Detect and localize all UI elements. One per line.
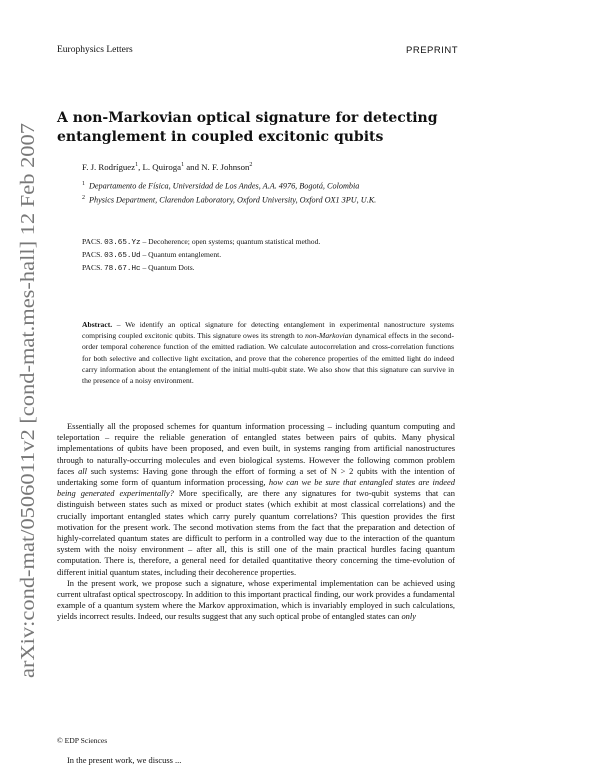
- body-text-run: such systems: Having gone through the effort of forming a set of N > 2 qubits with the intention of undertaking some form of quantum information processing,: [57, 465, 455, 488]
- journal-name: Europhysics Letters: [57, 45, 133, 55]
- abstract-dash: –: [112, 320, 126, 329]
- pacs-prefix: PACS.: [82, 237, 103, 246]
- abstract: [82, 319, 454, 386]
- pacs-entry: [82, 249, 320, 262]
- affiliation-text: Physics Department, Clarendon Laboratory, Oxford University, Oxford OX1 3PU, U.K.: [89, 195, 377, 205]
- pacs-entry: [82, 236, 320, 249]
- affiliation-number: 2: [82, 195, 85, 201]
- pacs-prefix: PACS.: [82, 263, 103, 272]
- author-list: F. J. Rodríguez$^1$, L. Quiroga$^1$ and N. F. Johnson$^2$: [82, 162, 253, 172]
- affiliation-1: [82, 179, 359, 192]
- paper-title: A non-Markovian optical signature for detecting entanglement in coupled excitonic qubits: [57, 110, 438, 145]
- body-text-run: Essentially all the proposed schemes for quantum information processing – including quantum computing and teleportation – require the reliable generation of entangled states between pairs of qubits. Many physical implementations of qubits have been proposed, and even built, in systems ranging from artificial nanostructures through to naturally-occurring molecules and even biological systems. However the following common problem faces: [57, 421, 455, 476]
- next-paragraph-start: In the present work, we discuss ...: [67, 755, 182, 765]
- preprint-label: PREPRINT: [406, 45, 459, 56]
- author-name: L. Quiroga: [142, 162, 182, 172]
- body-text: [57, 421, 455, 623]
- body-emphasis: only: [401, 611, 416, 622]
- abstract-text: dynamical effects in the second-order temporal coherence function of the emitted radiation. We calculate autocorrelation and cross-correlation functions for both selective and collective light excitation, and prove that the coherence properties of the emitted light do indeed carry information about the entanglement of the initial multi-qubit state. We also show that this signature can survive in the presence of a noisy environment.: [82, 331, 454, 386]
- arxiv-id-text: arXiv:cond-mat/0506011v2 [cond-mat.mes-hall] 12 Feb 2007: [17, 183, 39, 678]
- author-conjunction: and: [186, 162, 199, 172]
- abstract-label: Abstract.: [82, 320, 113, 329]
- author-affil-mark: 2: [249, 162, 253, 169]
- pacs-code: 78.67.Hc: [104, 265, 141, 273]
- pacs-entry: [82, 262, 320, 275]
- affiliation-number: 1: [82, 181, 85, 187]
- pacs-code: 03.65.Yz: [104, 239, 141, 247]
- abstract-emphasis: non-Markovian: [305, 331, 353, 341]
- pacs-description: – Quantum entanglement.: [142, 250, 222, 259]
- body-text-run: In the present work, we propose such a signature, whose experimental implementation can be achieved using current ultrafast optical spectroscopy. In addition to this important practical finding, our work provides a fundamental example of a quantum system where the Markov approximation, which is invariably employed in such calculations, yields incorrect results. Indeed, our results suggest that any such optical probe of entangled states can: [57, 577, 455, 622]
- author-name: N. F. Johnson: [201, 162, 250, 172]
- abstract-text: We identify an optical signature for detecting entanglement in experimental nanostructure systems comprising coupled excitonic qubits. This signature owes its strength to: [82, 320, 454, 341]
- author-name: F. J. Rodríguez: [82, 162, 136, 172]
- body-paragraph: [57, 421, 455, 578]
- arxiv-side-stamp: [6, 118, 46, 678]
- pacs-list: [82, 236, 320, 275]
- pacs-code: 03.65.Ud: [104, 252, 141, 260]
- affiliation-text: Departamento de Física, Universidad de Los Andes, A.A. 4976, Bogotá, Colombia: [89, 181, 360, 191]
- body-paragraph: [57, 578, 455, 623]
- copyright-notice: © EDP Sciences: [57, 736, 108, 745]
- pacs-prefix: PACS.: [82, 250, 103, 259]
- body-text-run: More specifically, are there any signatures for two-qubit systems that can distinguish between states such as mixed or product states (which exhibit at most classical correlations) and the crucially important entangled states which carry purely quantum correlations? This question provides the first motivation for the present work. The second motivation stems from the fact that the preparation and detection of highly-correlated quantum states are difficult to perform in a controlled way due to the interaction of the quantum system with the noisy environment – after all, this is still one of the main practical hurdles facing quantum computation. There is, therefore, a general need for detailed quantitative theory concerning the time-evolution of different initial quantum states, including their decoherence properties.: [57, 488, 455, 577]
- author-affil-mark: 1: [135, 162, 139, 169]
- pacs-description: – Quantum Dots.: [142, 263, 195, 272]
- author-affil-mark: 1: [181, 162, 185, 169]
- affiliation-2: [82, 193, 462, 206]
- pacs-description: – Decoherence; open systems; quantum statistical method.: [142, 237, 321, 246]
- body-emphasis: all: [78, 465, 87, 476]
- body-emphasis: how can we be sure that entangled states are indeed being generated experimentally?: [57, 477, 455, 499]
